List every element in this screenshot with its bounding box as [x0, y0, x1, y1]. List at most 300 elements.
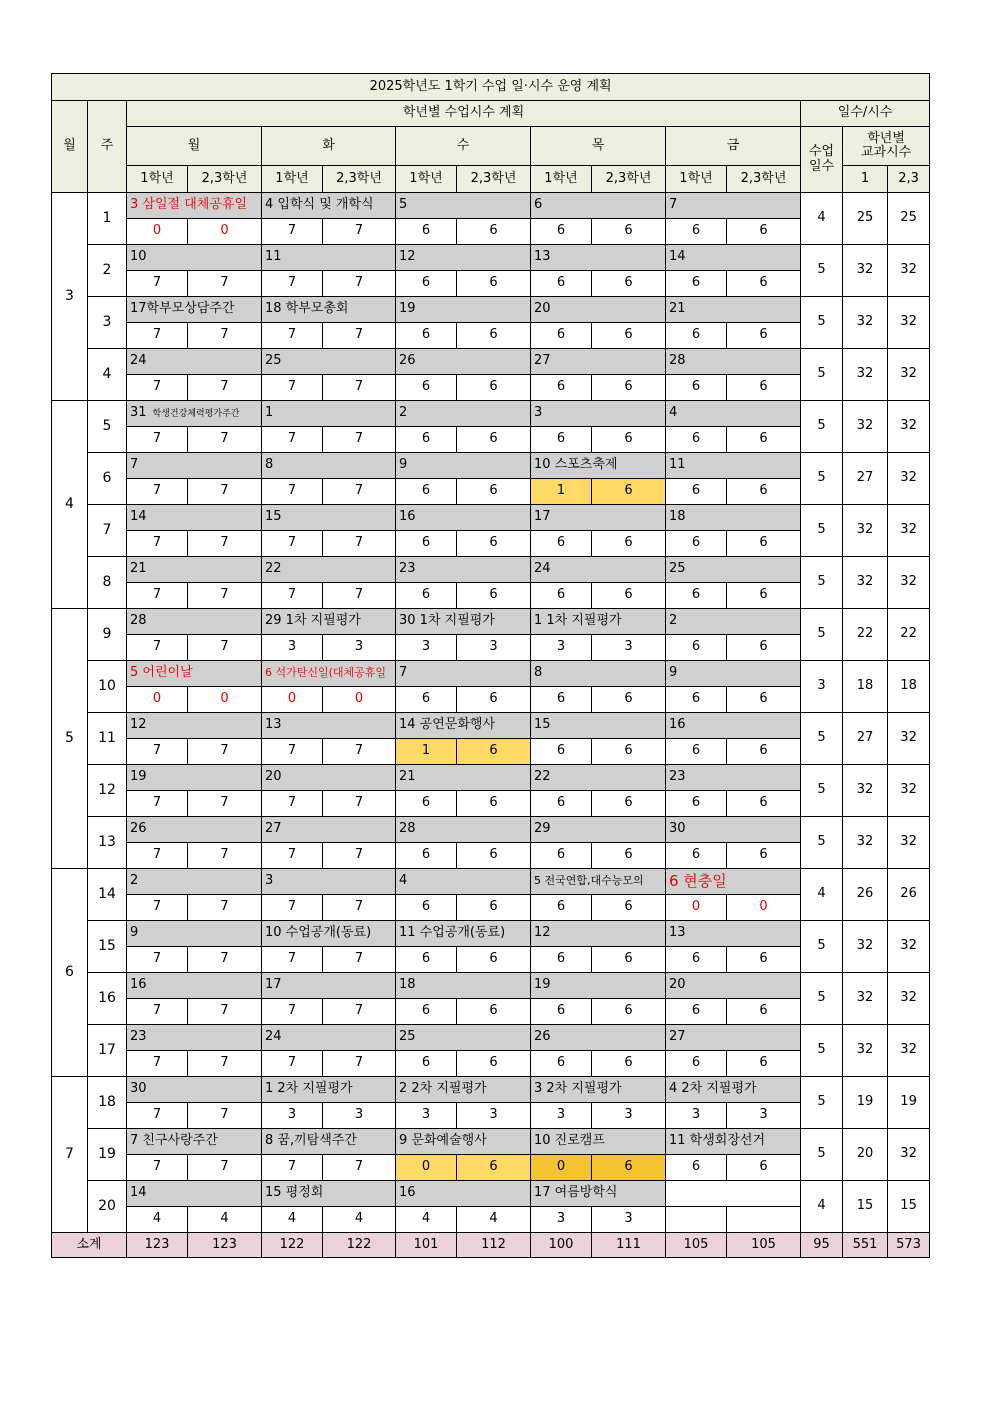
week-hours-row	[52, 375, 930, 401]
hours-grade1-cell: 6	[396, 271, 457, 297]
header-class-days: 수업 일수	[801, 127, 843, 193]
hours-grade23-cell: 7	[188, 427, 262, 453]
day-event-label: 14	[130, 1185, 147, 1201]
hours-grade1-cell: 6	[531, 947, 592, 973]
hours-grade23-cell: 6	[727, 323, 801, 349]
day-event-label: 12	[399, 249, 416, 265]
class-days-cell: 5	[801, 349, 843, 401]
day-event-cell	[127, 973, 262, 999]
day-event-cell	[666, 1181, 801, 1207]
hours-grade1-cell: 6	[666, 479, 727, 505]
day-event-label: 17학부모상담주간	[130, 301, 235, 317]
header-day-fri: 금	[666, 127, 801, 166]
day-event-label: 5 전국연합,대수능모의	[534, 874, 644, 888]
header-grade-hours: 학년별 교과시수	[843, 127, 930, 166]
hours-grade23-cell: 6	[592, 271, 666, 297]
hours-grade1-cell: 7	[262, 947, 323, 973]
hours-grade23-cell: 6	[727, 687, 801, 713]
total-hours-grade1-cell: 26	[843, 869, 888, 921]
day-event-label: 27	[534, 353, 551, 369]
day-event-cell	[127, 401, 262, 427]
hours-grade1-cell: 4	[396, 1207, 457, 1233]
hours-grade1-cell: 4	[127, 1207, 188, 1233]
day-event-label: 28	[399, 821, 416, 837]
day-event-cell	[396, 1077, 531, 1103]
hours-grade23-cell: 6	[592, 531, 666, 557]
day-event-label: 16	[399, 1185, 416, 1201]
hours-grade1-cell: 1	[531, 479, 592, 505]
hours-grade1-cell: 6	[531, 791, 592, 817]
day-event-label: 14	[130, 509, 147, 525]
hours-grade1-cell: 6	[396, 895, 457, 921]
totals-row	[52, 1233, 930, 1258]
hours-grade23-cell: 6	[457, 999, 531, 1025]
hours-grade23-cell: 6	[457, 895, 531, 921]
totals-value: 101	[396, 1233, 457, 1258]
header-grade-1: 1학년	[262, 166, 323, 193]
day-event-label: 19	[399, 301, 416, 317]
week-hours-row	[52, 739, 930, 765]
hours-grade23-cell: 6	[592, 1051, 666, 1077]
header-day-tue: 화	[262, 127, 396, 166]
hours-grade1-cell: 6	[396, 427, 457, 453]
total-hours-grade23-cell: 32	[888, 921, 930, 973]
hours-grade23-cell: 0	[323, 687, 396, 713]
day-event-cell	[262, 453, 396, 479]
day-event-label: 5	[399, 197, 408, 213]
hours-grade1-cell: 7	[127, 531, 188, 557]
hours-grade1-cell: 6	[396, 1051, 457, 1077]
day-event-cell	[262, 713, 396, 739]
week-cell: 10	[88, 661, 127, 713]
day-event-cell	[531, 193, 666, 219]
hours-grade23-cell: 6	[592, 375, 666, 401]
week-label-row	[52, 973, 930, 999]
day-event-label: 19	[130, 769, 147, 785]
hours-grade23-cell: 6	[457, 323, 531, 349]
hours-grade1-cell: 6	[396, 323, 457, 349]
day-event-cell	[396, 973, 531, 999]
week-label-row	[52, 713, 930, 739]
total-hours-grade23-cell: 25	[888, 193, 930, 245]
day-event-label: 15 평정회	[265, 1185, 324, 1201]
hours-grade23-cell	[727, 1207, 801, 1233]
hours-grade23-cell: 6	[592, 219, 666, 245]
day-event-label: 14	[669, 249, 686, 265]
total-hours-grade23-cell: 32	[888, 817, 930, 869]
day-event-cell	[531, 505, 666, 531]
day-event-label: 8	[534, 665, 543, 681]
day-event-label: 1 1차 지필평가	[534, 613, 622, 629]
hours-grade1-cell: 6	[531, 999, 592, 1025]
class-days-cell: 3	[801, 661, 843, 713]
day-event-cell	[262, 245, 396, 271]
week-label-row	[52, 245, 930, 271]
day-event-label: 17 여름방학식	[534, 1185, 618, 1201]
hours-grade23-cell: 3	[323, 1103, 396, 1129]
hours-grade23-cell: 6	[592, 1155, 666, 1181]
hours-grade1-cell: 6	[396, 479, 457, 505]
hours-grade1-cell: 3	[531, 635, 592, 661]
day-event-cell	[396, 193, 531, 219]
day-event-cell	[396, 713, 531, 739]
week-hours-row	[52, 999, 930, 1025]
totals-hours-grade1: 551	[843, 1233, 888, 1258]
day-event-cell	[396, 349, 531, 375]
hours-grade1-cell: 7	[127, 375, 188, 401]
hours-grade23-cell: 0	[188, 219, 262, 245]
day-event-label: 26	[130, 821, 147, 837]
total-hours-grade23-cell: 18	[888, 661, 930, 713]
totals-value: 105	[727, 1233, 801, 1258]
week-cell: 18	[88, 1077, 127, 1129]
day-event-label: 7	[399, 665, 408, 681]
day-event-label: 21	[669, 301, 686, 317]
hours-grade23-cell: 6	[457, 219, 531, 245]
day-event-cell	[666, 1129, 801, 1155]
hours-grade1-cell: 6	[666, 583, 727, 609]
week-cell: 6	[88, 453, 127, 505]
hours-grade1-cell: 7	[127, 739, 188, 765]
total-hours-grade23-cell: 32	[888, 713, 930, 765]
day-event-cell	[531, 245, 666, 271]
day-event-cell	[127, 453, 262, 479]
month-cell: 6	[52, 869, 88, 1077]
hours-grade23-cell: 6	[457, 1155, 531, 1181]
total-hours-grade23-cell: 32	[888, 1025, 930, 1077]
totals-value: 123	[127, 1233, 188, 1258]
hours-grade1-cell: 7	[262, 375, 323, 401]
hours-grade1-cell: 7	[262, 895, 323, 921]
totals-hours-grade23: 573	[888, 1233, 930, 1258]
hours-grade23-cell: 6	[727, 479, 801, 505]
week-label-row	[52, 921, 930, 947]
day-event-cell	[127, 817, 262, 843]
header-grade-1: 1학년	[127, 166, 188, 193]
day-event-label: 13	[265, 717, 282, 733]
day-event-label: 28	[130, 613, 147, 629]
header-grade-1: 1학년	[531, 166, 592, 193]
day-event-label: 13	[669, 925, 686, 941]
total-hours-grade1-cell: 32	[843, 401, 888, 453]
hours-grade1-cell: 6	[531, 739, 592, 765]
hours-grade1-cell: 7	[262, 323, 323, 349]
day-event-cell	[396, 1025, 531, 1051]
day-event-cell	[666, 505, 801, 531]
week-hours-row	[52, 1051, 930, 1077]
day-event-label: 10 스포츠축제	[534, 457, 618, 473]
hours-grade23-cell: 6	[592, 947, 666, 973]
week-label-row	[52, 453, 930, 479]
header-grade-23: 2,3학년	[592, 166, 666, 193]
week-label-row	[52, 1181, 930, 1207]
week-cell: 12	[88, 765, 127, 817]
week-label-row	[52, 505, 930, 531]
hours-grade1-cell: 6	[396, 791, 457, 817]
class-days-cell: 5	[801, 817, 843, 869]
week-label-row	[52, 401, 930, 427]
day-event-cell	[531, 817, 666, 843]
day-event-cell	[666, 973, 801, 999]
total-hours-grade1-cell: 32	[843, 245, 888, 297]
week-cell: 13	[88, 817, 127, 869]
hours-grade23-cell: 0	[188, 687, 262, 713]
class-days-cell: 5	[801, 1025, 843, 1077]
day-event-cell	[396, 661, 531, 687]
hours-grade1-cell: 6	[396, 947, 457, 973]
day-event-label: 18	[399, 977, 416, 993]
day-event-label: 9	[669, 665, 678, 681]
day-event-cell	[531, 297, 666, 323]
total-hours-grade1-cell: 25	[843, 193, 888, 245]
hours-grade23-cell: 7	[188, 271, 262, 297]
day-event-label: 7	[669, 197, 678, 213]
day-event-label: 25	[399, 1029, 416, 1045]
class-days-cell: 5	[801, 505, 843, 557]
class-days-cell: 5	[801, 609, 843, 661]
hours-grade1-cell: 7	[262, 583, 323, 609]
total-hours-grade23-cell: 32	[888, 505, 930, 557]
day-event-cell	[666, 297, 801, 323]
hours-grade23-cell: 6	[592, 843, 666, 869]
hours-grade23-cell: 6	[457, 583, 531, 609]
hours-grade1-cell: 6	[666, 739, 727, 765]
day-event-cell	[666, 1025, 801, 1051]
hours-grade23-cell: 7	[323, 219, 396, 245]
hours-grade1-cell: 6	[396, 583, 457, 609]
day-event-cell	[262, 973, 396, 999]
total-hours-grade1-cell: 32	[843, 765, 888, 817]
day-event-cell	[127, 1181, 262, 1207]
hours-grade23-cell: 6	[727, 375, 801, 401]
header-grade-23: 2,3학년	[457, 166, 531, 193]
header-day-thu: 목	[531, 127, 666, 166]
hours-grade23-cell: 6	[592, 583, 666, 609]
hours-grade23-cell: 3	[457, 1103, 531, 1129]
day-event-cell	[531, 401, 666, 427]
week-hours-row	[52, 1155, 930, 1181]
total-hours-grade23-cell: 32	[888, 765, 930, 817]
day-event-cell	[127, 765, 262, 791]
hours-grade23-cell: 6	[592, 687, 666, 713]
hours-grade1-cell: 0	[666, 895, 727, 921]
day-event-label: 1	[265, 405, 274, 421]
total-hours-grade23-cell: 32	[888, 973, 930, 1025]
total-hours-grade23-cell: 32	[888, 557, 930, 609]
total-hours-grade1-cell: 32	[843, 1025, 888, 1077]
hours-grade1-cell: 7	[127, 791, 188, 817]
day-event-cell	[531, 765, 666, 791]
hours-grade1-cell: 7	[262, 1051, 323, 1077]
week-label-row	[52, 1129, 930, 1155]
day-event-label: 18 학부모총회	[265, 301, 349, 317]
day-event-cell	[396, 1129, 531, 1155]
day-event-label: 10 진로캠프	[534, 1133, 605, 1149]
hours-grade1-cell: 6	[531, 323, 592, 349]
day-event-label: 17	[265, 977, 282, 993]
day-event-label: 23	[130, 1029, 147, 1045]
day-event-label: 30	[669, 821, 686, 837]
day-event-label: 22	[265, 561, 282, 577]
header-week: 주	[88, 101, 127, 193]
day-event-cell	[531, 609, 666, 635]
hours-grade1-cell: 7	[262, 219, 323, 245]
day-event-cell	[666, 245, 801, 271]
day-event-label: 15	[534, 717, 551, 733]
day-event-cell	[262, 557, 396, 583]
hours-grade23-cell: 7	[323, 895, 396, 921]
day-event-cell	[396, 817, 531, 843]
day-event-label: 16	[130, 977, 147, 993]
day-event-cell	[127, 609, 262, 635]
week-cell: 14	[88, 869, 127, 921]
day-event-label: 3 삼일절 대체공휴일	[130, 197, 247, 213]
hours-grade1-cell: 7	[262, 791, 323, 817]
hours-grade23-cell: 6	[727, 635, 801, 661]
hours-grade23-cell: 7	[188, 375, 262, 401]
class-days-cell: 4	[801, 193, 843, 245]
day-event-label: 9	[399, 457, 408, 473]
schedule-table	[51, 73, 930, 1258]
total-hours-grade1-cell: 32	[843, 349, 888, 401]
week-label-row	[52, 869, 930, 895]
hours-grade1-cell: 3	[396, 1103, 457, 1129]
hours-grade23-cell: 6	[457, 739, 531, 765]
hours-grade1-cell: 3	[531, 1207, 592, 1233]
hours-grade23-cell: 7	[323, 583, 396, 609]
day-event-label: 27	[265, 821, 282, 837]
week-hours-row	[52, 271, 930, 297]
hours-grade1-cell: 6	[396, 531, 457, 557]
hours-grade23-cell: 7	[188, 895, 262, 921]
hours-grade23-cell: 6	[457, 687, 531, 713]
day-event-label: 11 학생회장선거	[669, 1133, 766, 1149]
week-cell: 17	[88, 1025, 127, 1077]
total-hours-grade23-cell: 32	[888, 1129, 930, 1181]
hours-grade1-cell: 7	[127, 895, 188, 921]
hours-grade1-cell: 0	[531, 1155, 592, 1181]
hours-grade23-cell: 6	[592, 791, 666, 817]
hours-grade1-cell: 6	[531, 687, 592, 713]
hours-grade23-cell: 6	[727, 843, 801, 869]
hours-grade1-cell: 7	[262, 739, 323, 765]
hours-grade23-cell: 6	[592, 427, 666, 453]
day-event-cell	[262, 349, 396, 375]
hours-grade1-cell: 7	[262, 271, 323, 297]
week-cell: 3	[88, 297, 127, 349]
day-event-cell	[262, 1025, 396, 1051]
hours-grade1-cell: 6	[666, 843, 727, 869]
header-month: 월	[52, 101, 88, 193]
header-plan: 학년별 수업시수 계획	[127, 101, 801, 127]
hours-grade23-cell: 7	[323, 739, 396, 765]
day-event-label: 18	[669, 509, 686, 525]
hours-grade1-cell: 6	[396, 219, 457, 245]
day-event-label: 10 수업공개(동료)	[265, 925, 372, 941]
day-event-cell	[262, 297, 396, 323]
day-event-label: 27	[669, 1029, 686, 1045]
day-event-label: 17	[534, 509, 551, 525]
month-cell: 7	[52, 1077, 88, 1233]
day-event-cell	[531, 713, 666, 739]
month-cell: 5	[52, 609, 88, 869]
total-hours-grade1-cell: 32	[843, 921, 888, 973]
hours-grade23-cell: 6	[727, 1051, 801, 1077]
hours-grade23-cell: 7	[188, 739, 262, 765]
hours-grade23-cell: 3	[457, 635, 531, 661]
hours-grade1-cell: 6	[666, 1155, 727, 1181]
total-hours-grade23-cell: 32	[888, 297, 930, 349]
day-event-label: 20	[534, 301, 551, 317]
hours-grade1-cell: 7	[127, 1155, 188, 1181]
hours-grade23-cell: 7	[188, 999, 262, 1025]
hours-grade1-cell: 4	[262, 1207, 323, 1233]
week-cell: 5	[88, 401, 127, 453]
week-label-row	[52, 349, 930, 375]
total-hours-grade23-cell: 26	[888, 869, 930, 921]
hours-grade1-cell: 6	[666, 375, 727, 401]
hours-grade1-cell: 6	[531, 583, 592, 609]
week-label-row	[52, 817, 930, 843]
day-event-cell	[531, 661, 666, 687]
day-event-cell	[127, 245, 262, 271]
total-hours-grade1-cell: 27	[843, 713, 888, 765]
day-event-label: 20	[669, 977, 686, 993]
day-event-label: 11 수업공개(동료)	[399, 925, 506, 941]
day-event-sublabel: 학생건강체력평가주간	[152, 409, 240, 420]
hours-grade1-cell: 7	[127, 843, 188, 869]
hours-grade1-cell: 6	[396, 999, 457, 1025]
day-event-cell	[127, 349, 262, 375]
day-event-cell	[531, 921, 666, 947]
hours-grade1-cell: 3	[666, 1103, 727, 1129]
day-event-label: 29 1차 지필평가	[265, 613, 361, 629]
totals-value: 123	[188, 1233, 262, 1258]
week-label-row	[52, 557, 930, 583]
hours-grade23-cell: 0	[727, 895, 801, 921]
hours-grade1-cell: 6	[531, 271, 592, 297]
day-event-label: 7 친구사랑주간	[130, 1133, 218, 1149]
day-event-cell	[666, 453, 801, 479]
total-hours-grade23-cell: 19	[888, 1077, 930, 1129]
day-event-cell	[531, 349, 666, 375]
hours-grade23-cell: 7	[323, 1051, 396, 1077]
hours-grade1-cell: 6	[666, 427, 727, 453]
day-event-cell	[396, 1181, 531, 1207]
header-grade-1: 1학년	[666, 166, 727, 193]
day-event-label: 4	[669, 405, 678, 421]
day-event-label: 14 공연문화행사	[399, 717, 496, 733]
hours-grade23-cell: 6	[457, 1051, 531, 1077]
hours-grade23-cell: 6	[457, 791, 531, 817]
hours-grade1-cell: 7	[262, 427, 323, 453]
day-event-label: 13	[534, 249, 551, 265]
week-label-row	[52, 661, 930, 687]
hours-grade23-cell: 7	[188, 635, 262, 661]
total-hours-grade1-cell: 15	[843, 1181, 888, 1233]
week-hours-row	[52, 1103, 930, 1129]
hours-grade1-cell: 7	[262, 479, 323, 505]
day-event-label: 21	[399, 769, 416, 785]
week-cell: 11	[88, 713, 127, 765]
day-event-label: 11	[265, 249, 282, 265]
hours-grade23-cell: 7	[188, 1155, 262, 1181]
day-event-cell	[262, 1077, 396, 1103]
hours-grade23-cell: 7	[323, 947, 396, 973]
hours-grade23-cell: 6	[727, 739, 801, 765]
week-hours-row	[52, 1207, 930, 1233]
class-days-cell: 5	[801, 921, 843, 973]
